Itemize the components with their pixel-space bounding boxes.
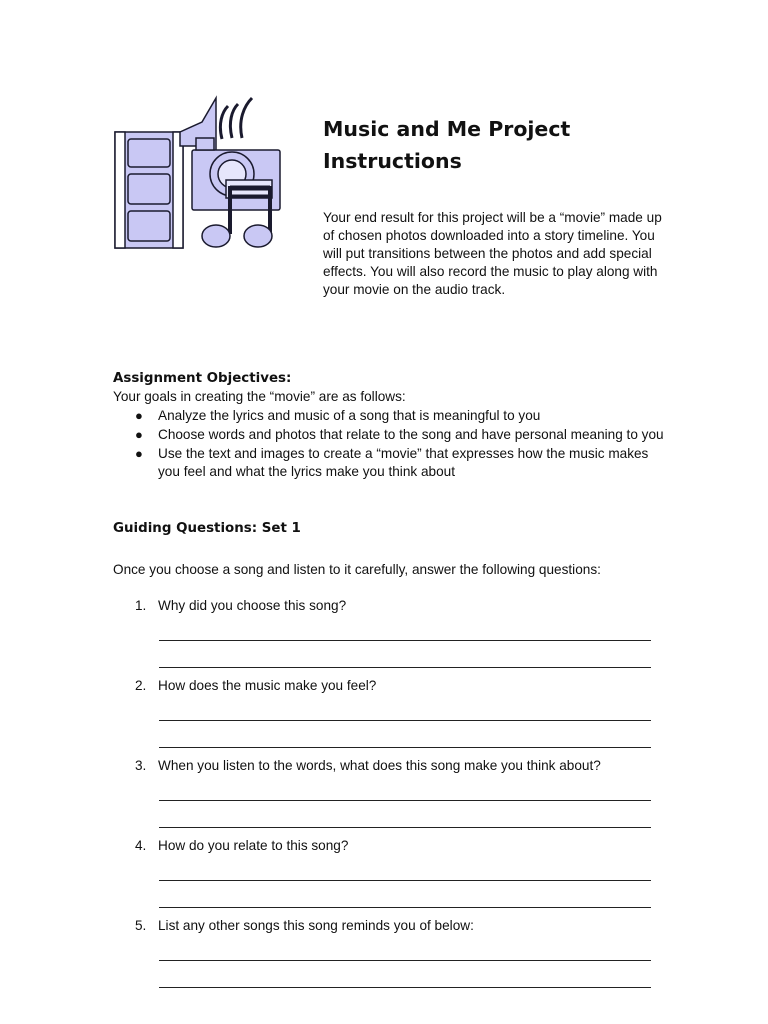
guiding-questions-lead: Once you choose a song and listen to it carefully, answer the following questions: bbox=[113, 562, 601, 577]
answer-line[interactable] bbox=[159, 720, 651, 721]
answer-line[interactable] bbox=[159, 907, 651, 908]
answer-line[interactable] bbox=[159, 827, 651, 828]
answer-line[interactable] bbox=[159, 960, 651, 961]
question-text: Why did you choose this song? bbox=[158, 598, 347, 613]
objectives-lead: Your goals in creating the “movie” are as follows: bbox=[113, 389, 406, 404]
answer-line[interactable] bbox=[159, 800, 651, 801]
multimedia-clipart-icon bbox=[112, 94, 284, 254]
question-text: How does the music make you feel? bbox=[158, 678, 377, 693]
question-number: 3. bbox=[135, 758, 147, 773]
list-item: ● Use the text and images to create a “movie” that expresses how the music makes you feel and what the lyrics make you think about bbox=[135, 446, 649, 479]
question-number: 1. bbox=[135, 598, 147, 613]
question-number: 2. bbox=[135, 678, 147, 693]
answer-line[interactable] bbox=[159, 640, 651, 641]
answer-line[interactable] bbox=[159, 747, 651, 748]
bullet-icon: ● bbox=[135, 446, 143, 461]
question-number: 5. bbox=[135, 918, 147, 933]
bullet-icon: ● bbox=[135, 427, 143, 442]
list-item: ● Analyze the lyrics and music of a song that is meaningful to you bbox=[135, 408, 541, 423]
question-number: 4. bbox=[135, 838, 147, 853]
intro-paragraph: Your end result for this project will be a “movie” made up of chosen photos downloaded into a story timeline. You will put transitions between the photos and add special effects. You will also record the music to play along with your movie on the audio track. bbox=[323, 210, 662, 297]
answer-line[interactable] bbox=[159, 667, 651, 668]
question-text: When you listen to the words, what does this song make you think about? bbox=[158, 758, 601, 773]
question-text: List any other songs this song reminds you of below: bbox=[158, 918, 474, 933]
page-title: Music and Me Project Instructions bbox=[323, 117, 571, 173]
question-text: How do you relate to this song? bbox=[158, 838, 349, 853]
answer-line[interactable] bbox=[159, 880, 651, 881]
guiding-questions-heading: Guiding Questions: Set 1 bbox=[113, 521, 301, 536]
objectives-heading: Assignment Objectives: bbox=[113, 371, 292, 386]
objectives-list bbox=[113, 407, 673, 482]
list-item: ● Choose words and photos that relate to the song and have personal meaning to you bbox=[135, 427, 664, 442]
answer-line[interactable] bbox=[159, 987, 651, 988]
bullet-icon: ● bbox=[135, 408, 143, 423]
